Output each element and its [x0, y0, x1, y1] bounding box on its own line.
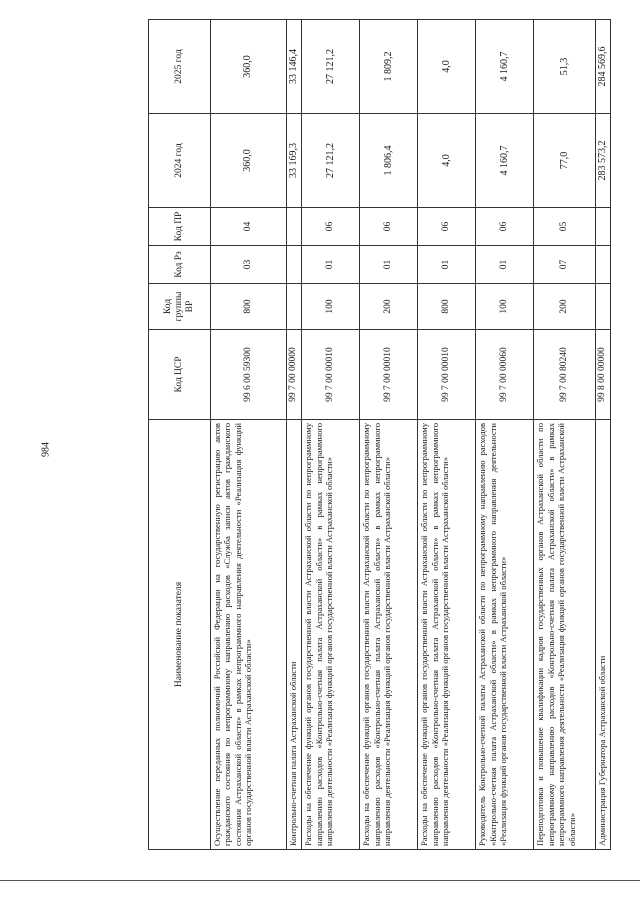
row-2025: 1 809,2	[360, 20, 418, 114]
row-csr: 99 7 00 00010	[302, 330, 360, 420]
row-2024: 283 573,2	[596, 114, 611, 208]
row-vr	[287, 284, 302, 330]
row-rz: 03	[211, 246, 287, 284]
row-csr: 99 7 00 00060	[476, 330, 534, 420]
row-csr: 99 6 00 59300	[211, 330, 287, 420]
table-row	[360, 20, 418, 850]
header-2025: 2025 год	[149, 20, 211, 114]
row-2024: 4 160,7	[476, 114, 534, 208]
table-row	[418, 20, 476, 850]
row-vr	[596, 284, 611, 330]
row-csr: 99 7 00 00010	[360, 330, 418, 420]
row-2025: 360,0	[211, 20, 287, 114]
header-vr: Код группы ВР	[149, 284, 211, 330]
row-vr: 100	[302, 284, 360, 330]
budget-table	[148, 19, 611, 850]
row-name: Расходы на обеспечение функций органов государственной власти Астраханской области по непрограммному направлению расходов «Контрольно-счетная палата Астраханской области» в рамках непрограммного направления деятельности «Реализация функций органов государственной власти Астраханской области»	[360, 420, 418, 850]
row-pr	[596, 208, 611, 246]
row-name: Осуществление переданных полномочий Российской Федерации на государственную регистрацию актов гражданского состояния по непрограммному направлению расходов «Служба записи актов гражданского состояния Астраханской области» в рамках непрограммного направления деятельности «Реализация функций органов государственной власти Астраханской области»	[211, 420, 287, 850]
row-vr: 800	[418, 284, 476, 330]
row-name: Расходы на обеспечение функций органов государственной власти Астраханской области по непрограммному направлению расходов «Контрольно-счетная палата Астраханской области» в рамках непрограммного направления деятельности «Реализация функций органов государственной власти Астраханской области»	[418, 420, 476, 850]
row-name: Контрольно-счетная палата Астраханской области	[287, 420, 302, 850]
row-rz	[596, 246, 611, 284]
row-pr: 06	[360, 208, 418, 246]
header-csr: Код ЦСР	[149, 330, 211, 420]
row-csr: 99 7 00 00000	[287, 330, 302, 420]
row-vr: 200	[360, 284, 418, 330]
row-rz: 01	[476, 246, 534, 284]
header-pr: Код ПР	[149, 208, 211, 246]
row-2025: 33 146,4	[287, 20, 302, 114]
row-2025: 4 160,7	[476, 20, 534, 114]
row-pr	[287, 208, 302, 246]
row-rz: 01	[302, 246, 360, 284]
table-row	[211, 20, 287, 850]
row-2025: 51,3	[534, 20, 596, 114]
header-2024: 2024 год	[149, 114, 211, 208]
table-row	[287, 20, 302, 850]
row-2024: 27 121,2	[302, 114, 360, 208]
table-row	[596, 20, 611, 850]
row-csr: 99 8 00 00000	[596, 330, 611, 420]
row-2025: 4,0	[418, 20, 476, 114]
row-2024: 1 806,4	[360, 114, 418, 208]
row-2024: 33 169,3	[287, 114, 302, 208]
row-2024: 360,0	[211, 114, 287, 208]
row-pr: 06	[476, 208, 534, 246]
row-name: Расходы на обеспечение функций органов государственной власти Астраханской области по непрограммному направлению расходов «Контрольно-счетная палата Астраханской области» в рамках непрограммного направления деятельности «Реализация функций органов государственной власти Астраханской области»	[302, 420, 360, 850]
table-row	[302, 20, 360, 850]
row-rz: 07	[534, 246, 596, 284]
row-pr: 04	[211, 208, 287, 246]
row-name: Руководитель Контрольно-счетной палаты Астраханской области по непрограммному направлению расходов «Контрольно-счетная палата Астраханской области» в рамках непрограммного направления деятельности «Реализация функций органов государственной власти Астраханской области»	[476, 420, 534, 850]
row-rz: 01	[418, 246, 476, 284]
row-2024: 77,0	[534, 114, 596, 208]
row-vr: 200	[534, 284, 596, 330]
row-vr: 100	[476, 284, 534, 330]
row-csr: 99 7 00 00010	[418, 330, 476, 420]
page-edge-line	[0, 880, 640, 881]
row-pr: 06	[418, 208, 476, 246]
row-pr: 06	[302, 208, 360, 246]
header-name: Наименование показателя	[149, 420, 211, 850]
row-vr: 800	[211, 284, 287, 330]
row-name: Администрация Губернатора Астраханской области	[596, 420, 611, 850]
page-number: 984	[40, 442, 52, 457]
header-rz: Код Рз	[149, 246, 211, 284]
row-name: Переподготовка и повышение квалификации кадров государственных органов Астраханской области по непрограммному направлению расходов «Контрольно-счетная палата Астраханской области» в рамках непрограммного направления деятельности «Реализация функций органов государственной власти Астраханской области»	[534, 420, 596, 850]
row-rz	[287, 246, 302, 284]
budget-table-viewport	[148, 20, 609, 850]
row-2025: 284 569,6	[596, 20, 611, 114]
row-csr: 99 7 00 80240	[534, 330, 596, 420]
table-header-row	[149, 20, 211, 850]
row-2024: 4,0	[418, 114, 476, 208]
rotated-table-container	[148, 20, 609, 850]
row-pr: 05	[534, 208, 596, 246]
table-row	[534, 20, 596, 850]
row-2025: 27 121,2	[302, 20, 360, 114]
row-rz: 01	[360, 246, 418, 284]
table-row	[476, 20, 534, 850]
